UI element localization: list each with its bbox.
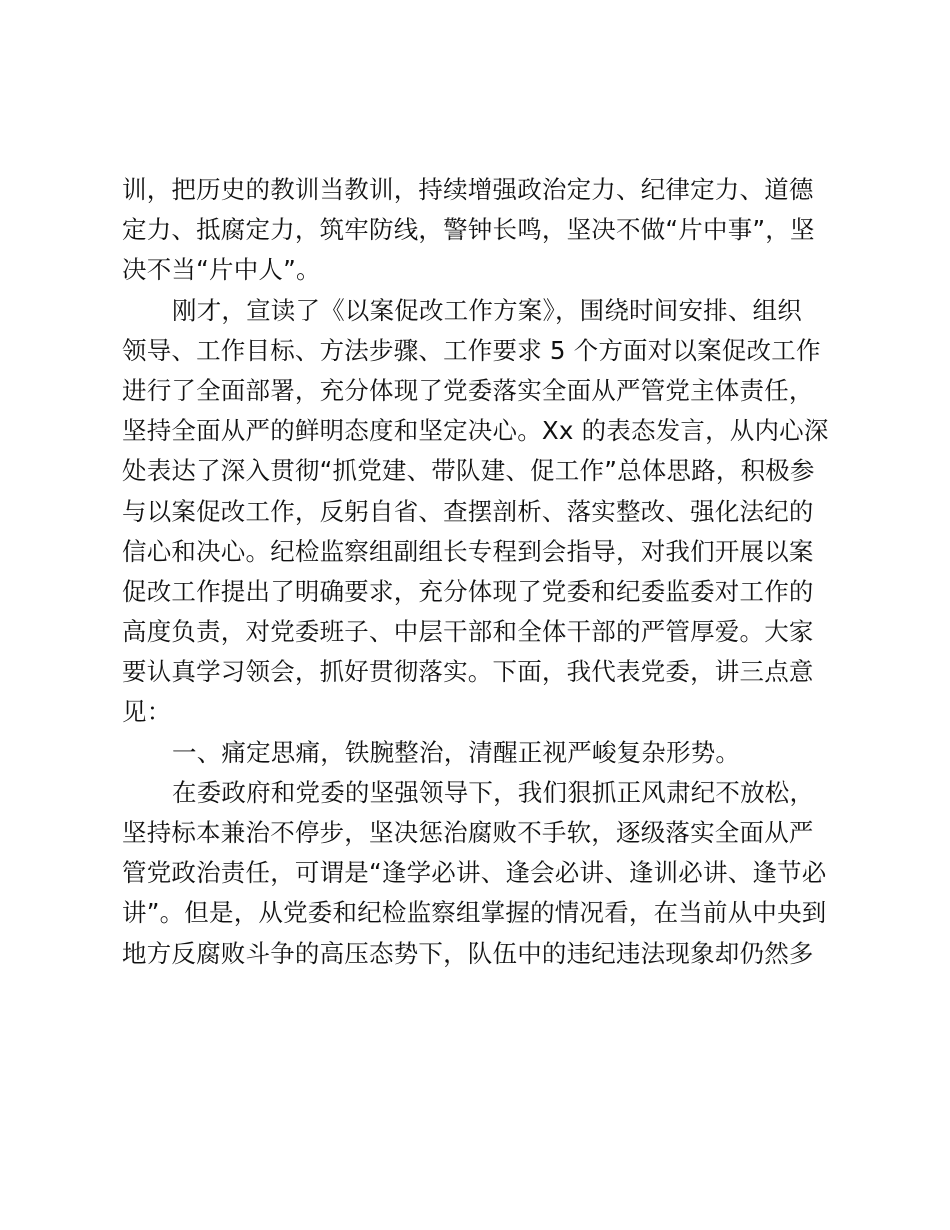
section-heading: 一、痛定思痛，铁腕整治，清醒正视严峻复杂形势。 [172,737,741,767]
text-line: 与以案促改工作，反躬自省、查摆剖析、落实整改、强化法纪的 [122,496,814,526]
text-line: 定力、抵腐定力，筑牢防线，警钟长鸣，坚决不做“片中事”，坚 [122,215,815,245]
text-line: 讲”。但是，从党委和纪检监察组掌握的情况看，在当前从中央到 [122,898,827,928]
text-line: 领导、工作目标、方法步骤、工作要求 5 个方面对以案促改工作 [122,335,821,365]
text-line: 地方反腐败斗争的高压态势下，队伍中的违纪违法现象却仍然多 [122,938,814,968]
paragraph-first-line: 刚才，宣读了《以案促改工作方案》，围绕时间安排、组织 [172,295,802,325]
text-line: 见： [122,697,172,727]
text-line: 坚持全面从严的鲜明态度和坚定决心。Xx 的表态发言，从内心深 [122,416,829,446]
text-line: 进行了全面部署，充分体现了党委落实全面从严管党主体责任， [122,375,814,405]
text-line: 信心和决心。纪检监察组副组长专程到会指导，对我们开展以案 [122,536,814,566]
text-line: 决不当“片中人”。 [122,255,321,285]
body-text [122,170,832,974]
text-line: 坚持标本兼治不停步，坚决惩治腐败不手软，逐级落实全面从严 [122,818,814,847]
text-line: 管党政治责任，可谓是“逢学必讲、逢会必讲、逢训必讲、逢节必 [122,858,827,888]
text-line: 促改工作提出了明确要求，充分体现了党委和纪委监委对工作的 [122,576,814,606]
paragraph-first-line: 在委政府和党委的坚强领导下，我们狠抓正风肃纪不放松， [172,777,815,807]
text-line: 要认真学习领会，抓好贯彻落实。下面，我代表党委，讲三点意 [122,657,814,687]
text-line: 处表达了深入贯彻“抓党建、带队建、促工作”总体思路，积极参 [122,456,815,486]
text-line: 高度负责，对党委班子、中层干部和全体干部的严管厚爱。大家 [122,617,814,647]
text-line: 训，把历史的教训当教训，持续增强政治定力、纪律定力、道德 [122,175,814,204]
